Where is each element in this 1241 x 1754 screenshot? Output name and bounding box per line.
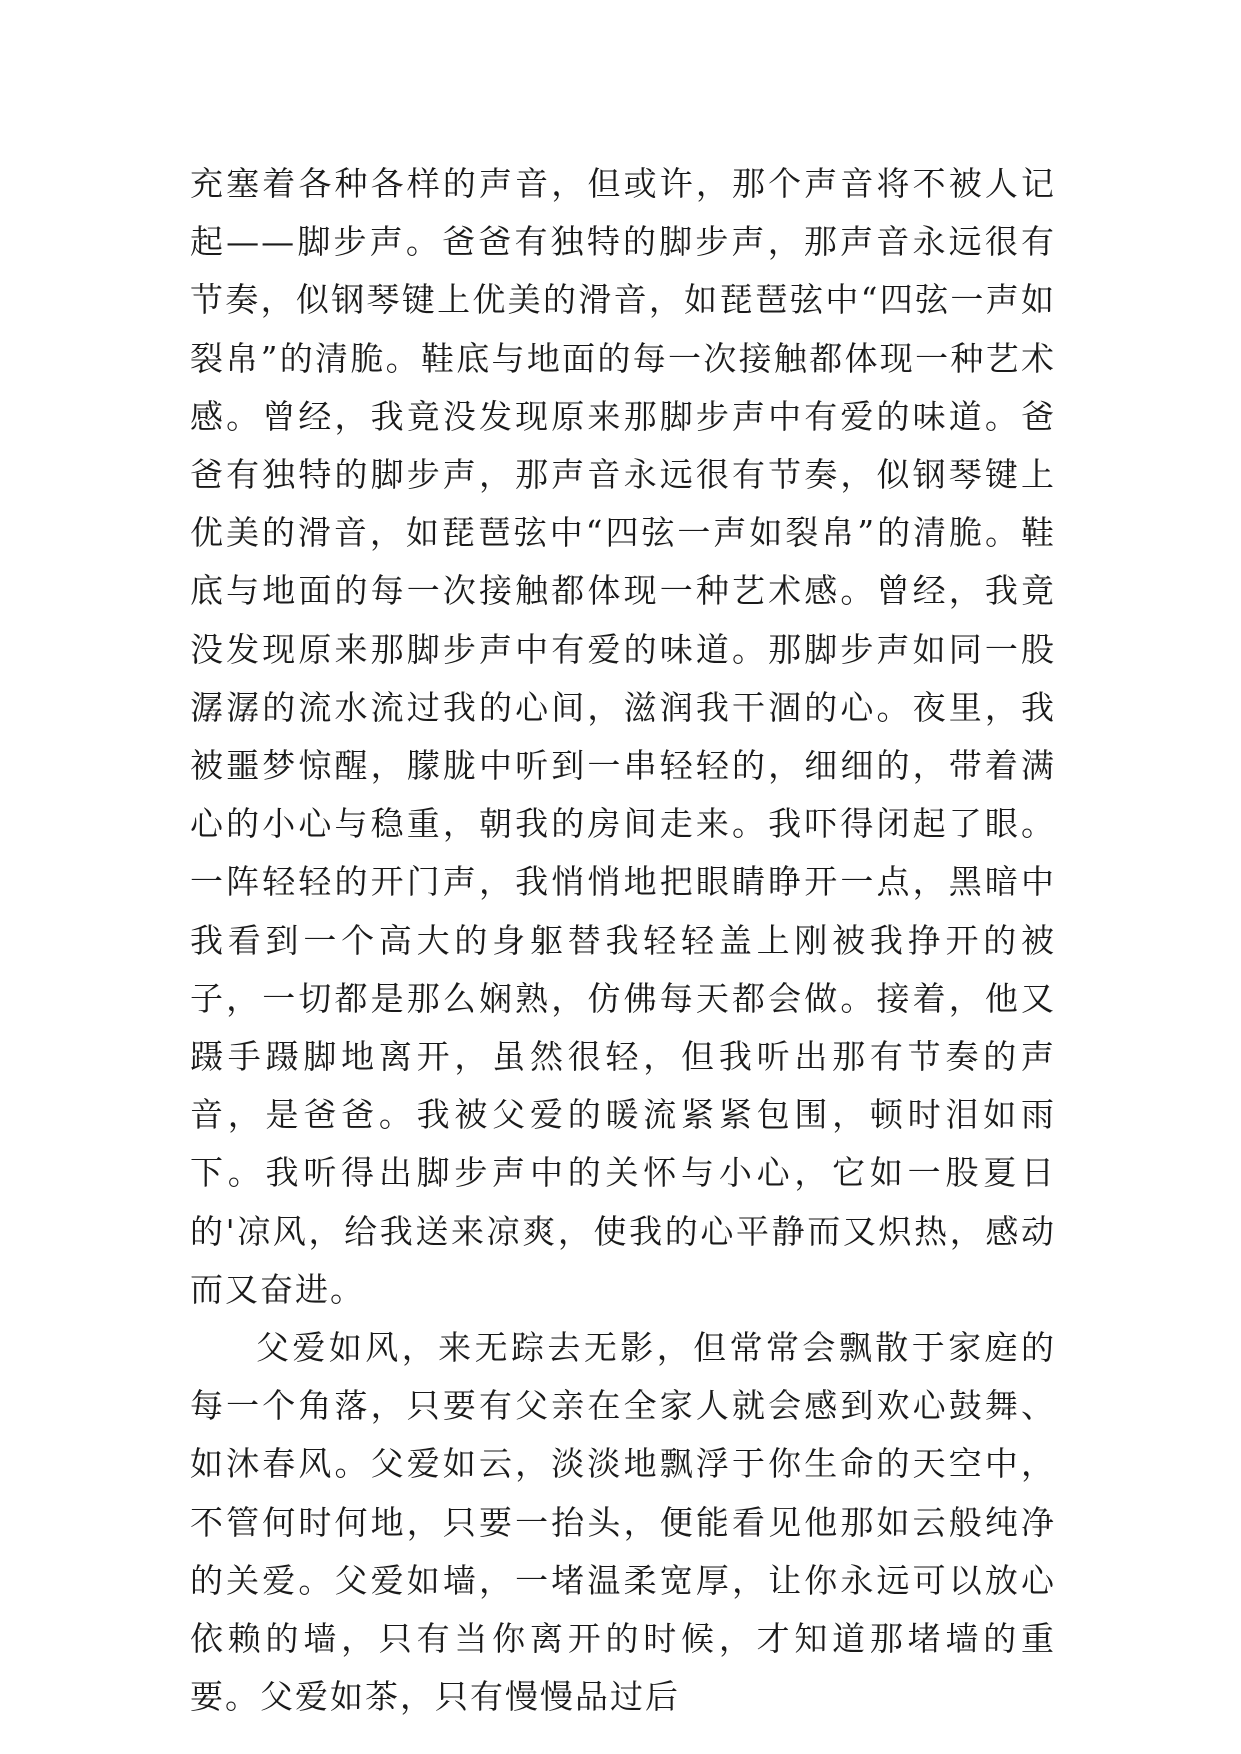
paragraph-1: 充塞着各种各样的声音，但或许，那个声音将不被人记起——脚步声。爸爸有独特的脚步声，那声音永远很有节奏，似钢琴键上优美的滑音，如琵琶弦中“四弦一声如裂帛”的清脆。鞋底与地面的每一次接触都体现一种艺术感。曾经，我竟没发现原来那脚步声中有爱的味道。爸爸有独特的脚步声，那声音永远很有节奏，似钢琴键上优美的滑音，如琵琶弦中“四弦一声如裂帛”的清脆。鞋底与地面的每一次接触都体现一种艺术感。曾经，我竟没发现原来那脚步声中有爱的味道。那脚步声如同一股潺潺的流水流过我的心间，滋润我干涸的心。夜里，我被噩梦惊醒，朦胧中听到一串轻轻的，细细的，带着满心的小心与稳重，朝我的房间走来。我吓得闭起了眼。一阵轻轻的开门声，我悄悄地把眼睛睁开一点，黑暗中我看到一个高大的身躯替我轻轻盖上刚被我挣开的被子，一切都是那么娴熟，仿佛每天都会做。接着，他又蹑手蹑脚地离开，虽然很轻，但我听出那有节奏的声音，是爸爸。我被父爱的暖流紧紧包围，顿时泪如雨下。我听得出脚步声中的关怀与小心，它如一股夏日的'凉风，给我送来凉爽，使我的心平静而又炽热，感动而又奋进。 (190, 164, 1056, 1309)
body-text (190, 155, 1056, 1726)
paragraph-2: 父爱如风，来无踪去无影，但常常会飘散于家庭的每一个角落，只要有父亲在全家人就会感到欢心鼓舞、如沐春风。父爱如云，淡淡地飘浮于你生命的天空中，不管何时何地，只要一抬头，便能看见他那如云般纯净的关爱。父爱如墙，一堵温柔宽厚，让你永远可以放心依赖的墙，只有当你离开的时候，才知道那堵墙的重要。父爱如茶，只有慢慢品过后 (190, 1328, 1056, 1717)
